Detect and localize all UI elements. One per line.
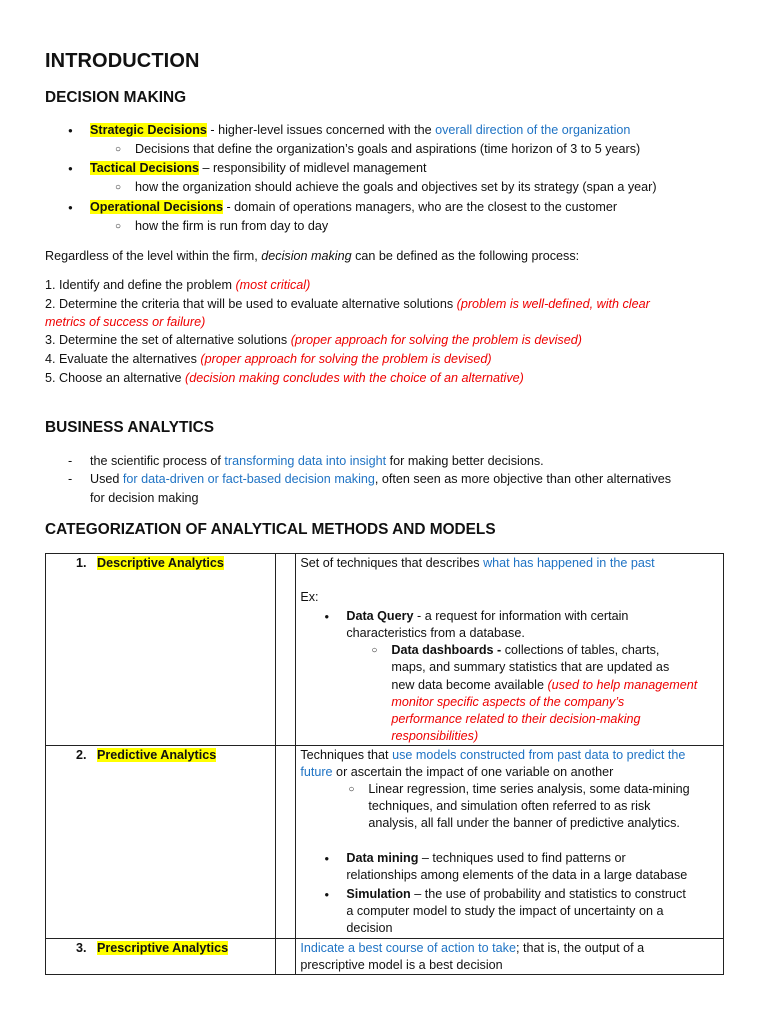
list-item: Operational Decisions - domain of operations managers, who are the closest to the customer <box>90 200 618 214</box>
table-cell-spacer <box>276 746 296 939</box>
list-item: Strategic Decisions - higher-level issues concerned with the overall direction of the organization <box>90 123 631 137</box>
list-item: Tactical Decisions – responsibility of midlevel management <box>90 161 427 175</box>
row-label-descriptive: Descriptive Analytics <box>97 556 224 570</box>
table-cell-content: Techniques that use models constructed from past data to predict the future or ascertain the impact of one variable on another Linear regression, time series analysis, some data-mining techniques, and simulation often referred to as risk analysis, all fall under the banner of predictive analytics. Data mining – techniques used to find patterns or relationships among elements of the data in a large database Simulation – the use of probability and statistics to construct a computer model to study the impact of uncertainty on a decision <box>296 746 724 939</box>
row-label-prescriptive: Prescriptive Analytics <box>97 941 229 955</box>
process-step: 3. Determine the set of alternative solutions (proper approach for solving the problem is devised) <box>45 333 582 347</box>
table-row <box>46 746 724 939</box>
process-step: 2. Determine the criteria that will be used to evaluate alternative solutions (problem is well-defined, with clear <box>45 297 650 311</box>
table-cell-spacer <box>276 939 296 975</box>
table-row <box>46 554 724 746</box>
highlight-link-text: overall direction of the organization <box>435 123 631 137</box>
list-item: Used for data-driven or fact-based decision making, often seen as more objective than other alternatives <box>90 472 672 486</box>
table-cell-label: 3. Prescriptive Analytics <box>46 939 276 975</box>
table-cell-content: Indicate a best course of action to take; that is, the output of a prescriptive model is a best decision <box>296 939 724 975</box>
process-step: 1. Identify and define the problem (most critical) <box>45 278 311 292</box>
table-cell-label: 1. Descriptive Analytics <box>46 554 276 746</box>
table-cell-content: Set of techniques that describes what has happened in the past Ex: Data Query - a request for information with certain characteristics from a database. Data dashboards - collections of tables, charts, maps, and summary statistics that are updated as new data become available (used to help management monitor specific aspects of the company’s performance related to their decision-making responsibilities) <box>296 554 724 746</box>
categorization-heading: CATEGORIZATION OF ANALYTICAL METHODS AND MODELS <box>45 521 496 538</box>
list-subitem: Decisions that define the organization’s goals and aspirations (time horizon of 3 to 5 years) <box>135 142 641 156</box>
process-intro: Regardless of the level within the firm, decision making can be defined as the following process: <box>45 249 580 263</box>
term-operational: Operational Decisions <box>90 200 223 214</box>
term-strategic: Strategic Decisions <box>90 123 207 137</box>
term-tactical: Tactical Decisions <box>90 161 199 175</box>
table-row <box>46 939 724 975</box>
decision-making-heading: DECISION MAKING <box>45 89 187 106</box>
table-cell-label: 2. Predictive Analytics <box>46 746 276 939</box>
list-item-continued: for decision making <box>90 491 199 505</box>
list-item: the scientific process of transforming data into insight for making better decisions. <box>90 454 544 468</box>
list-subitem: how the firm is run from day to day <box>135 219 329 233</box>
business-analytics-heading: BUSINESS ANALYTICS <box>45 419 215 436</box>
row-label-predictive: Predictive Analytics <box>97 748 217 762</box>
process-step-continued: metrics of success or failure) <box>45 315 206 329</box>
list-subitem: how the organization should achieve the goals and objectives set by its strategy (span a year) <box>135 180 657 194</box>
page-title: INTRODUCTION <box>45 50 200 72</box>
process-step: 5. Choose an alternative (decision making concludes with the choice of an alternative) <box>45 371 524 385</box>
process-step: 4. Evaluate the alternatives (proper approach for solving the problem is devised) <box>45 352 492 366</box>
analytics-table <box>45 553 724 975</box>
table-cell-spacer <box>276 554 296 746</box>
